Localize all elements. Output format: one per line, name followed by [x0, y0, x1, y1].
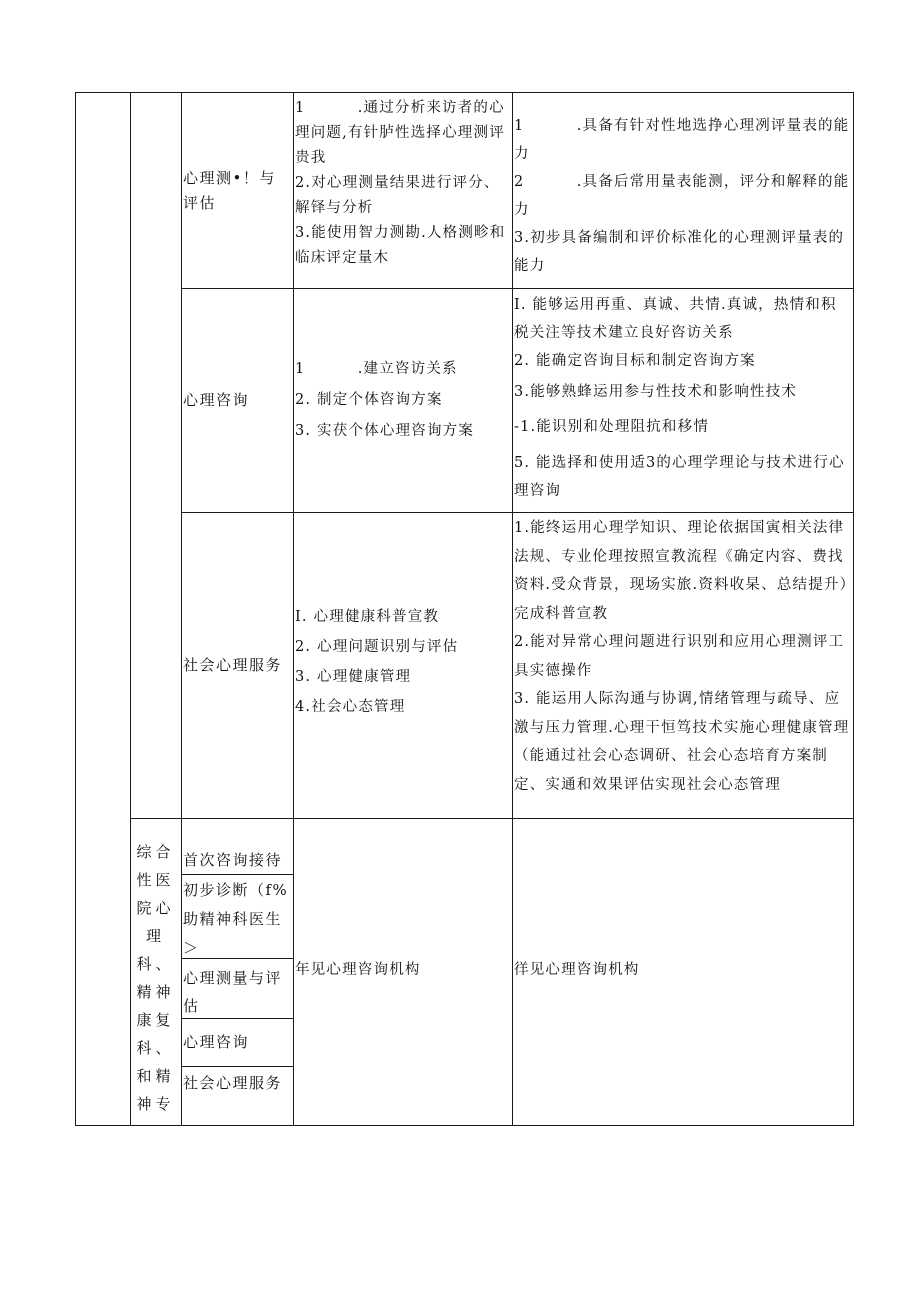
workplace-hospital [132, 838, 179, 1118]
content-item: 2.对心理测量结果进行评分、解铎与分析 [295, 175, 500, 216]
content-item: 年见心理咨询机构 [295, 962, 421, 978]
content-cell-assessment [295, 96, 510, 271]
ability-cell-social [514, 514, 851, 799]
task-label-text: 初步诊断（f%助精神科医生＞ [183, 881, 289, 957]
ability-item: （能通过社会心态调研、社会心态培育方案制定、实通和效果评估实现社会心态管理 [514, 748, 828, 793]
content-item: 2. 制定个体咨询方案 [295, 392, 443, 408]
task-label-text: 社会心理服务 [183, 656, 283, 674]
workplace-text: 综合性医院心理科、精神康复科、和精神专 [136, 843, 175, 1113]
content-cell-social [295, 602, 510, 722]
task-label-text: 社会心理服务 [183, 1074, 283, 1092]
ability-item: 1 .具备有针对性地选挣心理冽评量表的能力 [514, 118, 850, 162]
row-divider-social [130, 818, 854, 819]
col-divider-2 [181, 92, 182, 1126]
content-item: 4.社会心态管理 [295, 699, 406, 715]
ability-item: 2. 能确定咨询目标和制定咨询方案 [514, 353, 756, 369]
ability-item: 3.初步具备编制和评价标准化的心理测评量表的能力 [514, 230, 845, 274]
ability-item: 5. 能选择和使用适3的心理学理论与技术进行心理咨询 [514, 455, 845, 499]
content-item: I. 心理健康科普宣教 [295, 609, 440, 625]
ability-item: 1.能终运用心理学知识、理论依据国寅相关法律法规、专业伦理按照宣教流程《确定内容、费找资料.受众背景，现场实旅.资料收杲、总结提升）完成科普宣教 [514, 520, 849, 622]
ability-item: 2 .具备后常用量表能测，评分和解释的能力 [514, 174, 850, 218]
task-label-text: 首次咨询接待 [183, 851, 283, 869]
content-item: 3. 实茯个体心理咨询方案 [295, 423, 475, 439]
content-item: 3. 心理健康管理 [295, 669, 412, 685]
task-label-counseling [183, 289, 291, 512]
ability-item: I. 能够运用再重、真诚、共情.真诚，热情和积税关注等技术建立良好咨访关系 [514, 297, 837, 341]
col-divider-1 [130, 92, 131, 1126]
hospital-task-3 [183, 964, 291, 1020]
content-item: 1 .通过分析来访者的心理问题,有针胪性选择心理测评贵我 [295, 100, 505, 166]
col-divider-4 [512, 92, 513, 1126]
content-item: 1 .建立咨访关系 [295, 361, 458, 377]
hospital-task-5 [183, 1070, 291, 1097]
content-cell-hospital [295, 958, 510, 983]
ability-item: 徉见心理咨询机构 [514, 962, 640, 978]
hospital-task-4 [183, 1030, 291, 1055]
ability-cell-hospital [514, 958, 851, 983]
hospital-task-1 [183, 848, 291, 873]
content-cell-counseling [295, 354, 510, 447]
task-label-text: 心理测•！与评估 [183, 168, 276, 212]
ability-item: 3. 能运用人际沟通与协调,情绪管理与疏导、应激与压力管理.心理干恒笃技术实施心理健康管理 [514, 691, 850, 736]
table-right-border [853, 92, 854, 1126]
task-label-social [183, 513, 291, 818]
table-bottom-border [75, 1125, 854, 1126]
task-label-text: 心理咨询 [183, 391, 250, 409]
task-label-text: 心理咨询 [183, 1033, 250, 1051]
col-divider-3 [293, 92, 294, 1126]
ability-cell-assessment [514, 112, 851, 280]
task-label-assessment [183, 93, 291, 288]
ability-item: -1.能识别和处理阻抗和移情 [514, 419, 710, 435]
table-left-border [75, 92, 76, 1126]
content-item: 3.能使用智力测勘.人格测畛和临床评定量木 [295, 225, 506, 266]
task-divider-4 [181, 1066, 293, 1067]
content-item: 2. 心理问题识别与评估 [295, 639, 459, 655]
ability-item: 2.能对异常心理问题进行识别和应用心理测评工具实德操作 [514, 634, 845, 679]
task-divider-1 [181, 874, 293, 875]
hospital-task-2 [183, 876, 291, 963]
task-label-text: 心理测量与评估 [183, 969, 283, 1015]
ability-cell-counseling [514, 291, 851, 505]
ability-item: 3.能够熟蜂运用参与性技术和影响性技术 [514, 384, 798, 400]
